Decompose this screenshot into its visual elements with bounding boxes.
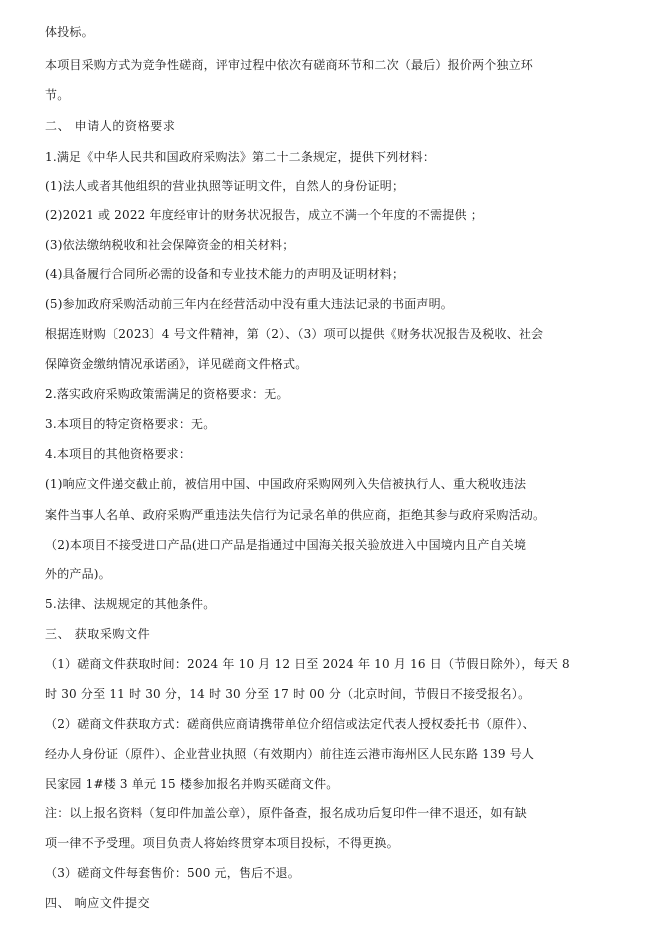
text-line: 注：以上报名资料（复印件加盖公章），原件备查，报名成功后复印件一律不退还，如有缺 [45, 806, 528, 820]
text-line: 案件当事人名单、政府采购严重违法失信行为记录名单的供应商，拒绝其参与政府采购活动。 [45, 508, 546, 522]
text-line: (2)2021 或 2022 年度经审计的财务状况报告，成立不满一个年度的不需提供 ； [45, 208, 483, 222]
section-heading: 四、 响应文件提交 [45, 896, 151, 910]
text-line: (1)响应文件递交截止前，被信用中国、中国政府采购网列入失信被执行人、重大税收违法 [45, 477, 527, 491]
section-heading: 二、 申请人的资格要求 [45, 119, 176, 133]
text-line: (4)具备履行合同所必需的设备和专业技术能力的声明及证明材料； [45, 267, 405, 281]
section-heading: 三、 获取采购文件 [45, 627, 151, 641]
text-line: 4.本项目的其他资格要求： [45, 447, 192, 461]
text-line: (3)依法缴纳税收和社会保障资金的相关材料； [45, 238, 295, 252]
text-line: 1.满足《中华人民共和国政府采购法》第二十二条规定，提供下列材料： [45, 150, 436, 164]
text-line: 保障资金缴纳情况承诺函》，详见磋商文件格式。 [45, 357, 308, 371]
text-line: 民家园 1#楼 3 单元 15 楼参加报名并购买磋商文件。 [45, 777, 339, 791]
text-line: （1）磋商文件获取时间：2024 年 10 月 12 日至 2024 年 10 月 16 日（节假日除外），每天 8 [45, 657, 570, 671]
text-line: 根据连财购〔2023〕4 号文件精神，第（2）、（3）项可以提供《财务状况报告及税收、社会 [45, 327, 544, 341]
text-line: 经办人身份证（原件）、企业营业执照（有效期内）前往连云港市海州区人民东路 139 号人 [45, 747, 535, 761]
text-line: 体投标。 [45, 25, 94, 39]
text-line: 2.落实政府采购政策需满足的资格要求：无。 [45, 387, 289, 401]
text-line: 节。 [45, 88, 70, 102]
text-line: (1)法人或者其他组织的营业执照等证明文件，自然人的身份证明； [45, 179, 405, 193]
text-line: 5.法律、法规规定的其他条件。 [45, 597, 216, 611]
text-line: 项一律不予受理。项目负责人将始终贯穿本项目投标，不得更换。 [45, 836, 399, 850]
text-line: 3.本项目的特定资格要求：无。 [45, 417, 216, 431]
text-line: (5)参加政府采购活动前三年内在经营活动中没有重大违法记录的书面声明。 [45, 297, 454, 311]
text-line: （2)本项目不接受进口产品(进口产品是指通过中国海关报关验放进入中国境内且产自关境 [45, 538, 527, 552]
text-line: （2）磋商文件获取方式：磋商供应商请携带单位介绍信或法定代表人授权委托书（原件）、 [45, 717, 535, 731]
text-line: （3）磋商文件每套售价：500 元，售后不退。 [45, 866, 300, 880]
text-line: 时 30 分至 11 时 30 分，14 时 30 分至 17 时 00 分（北京时间，节假日不接受报名）。 [45, 687, 531, 701]
text-line: 本项目采购方式为竞争性磋商，评审过程中依次有磋商环节和二次（最后）报价两个独立环 [45, 58, 534, 72]
text-line: 外的产品)。 [45, 567, 111, 581]
